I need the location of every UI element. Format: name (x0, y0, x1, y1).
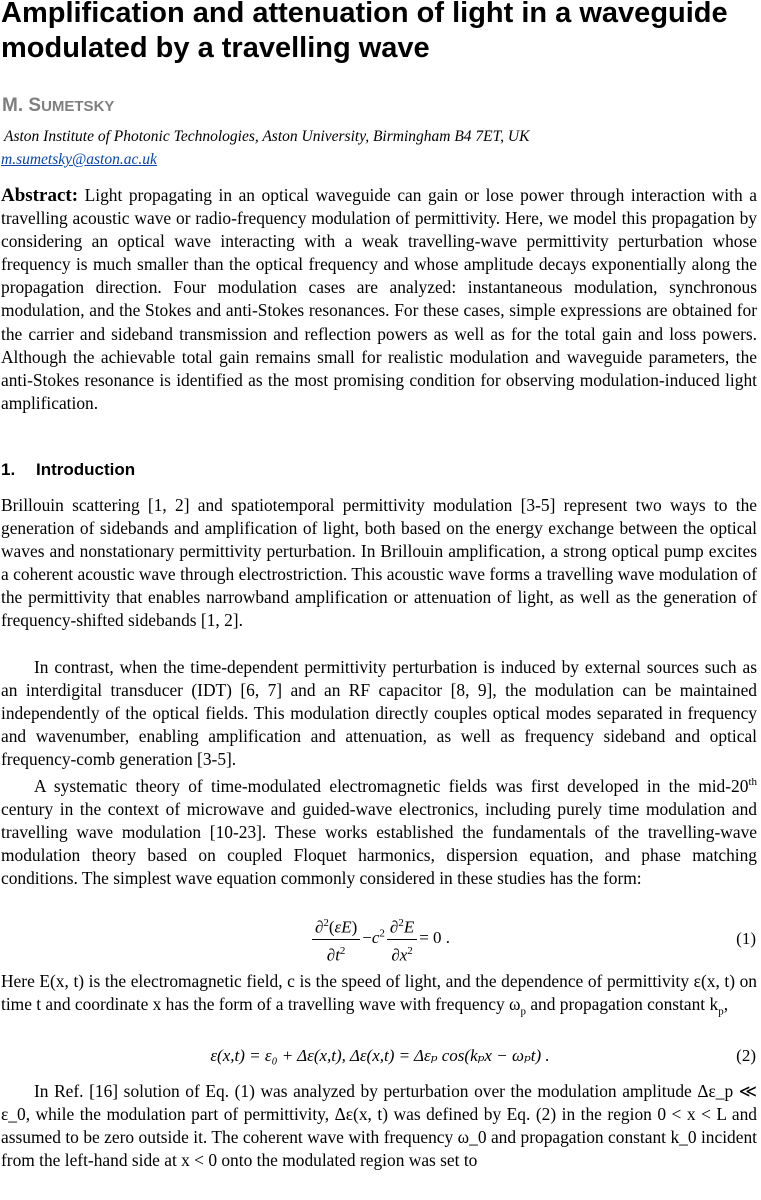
paragraph-3-text-b: century in the context of microwave and guided-wave electronics, including purely time modulation and travelling wave modulation [10-23]. These works established the fundamentals of the travelling-wave modulation theory based on coupled Floquet harmonics, dispersion equation, and phase matching conditions. The simplest wave equation commonly considered in these studies has the form: (1, 798, 757, 889)
paragraph-4-text-b: and propagation constant k (525, 994, 719, 1015)
affiliation: Aston Institute of Photonic Technologies, Aston University, Birmingham B4 7ET, UK (4, 128, 530, 145)
author-name (2, 95, 114, 117)
abstract (1, 184, 757, 415)
superscript-th: th (748, 776, 757, 788)
section-number: 1. (1, 460, 16, 479)
section-title: Introduction (36, 460, 136, 479)
equation-1-number: (1) (736, 929, 756, 948)
section-heading (1, 460, 135, 480)
eq1-frac-2: $\frac{\partial^2E}{\partial x^2}$ (387, 912, 417, 966)
paragraph-4-text-c: , (723, 994, 729, 1015)
paragraph-2: In contrast, when the time-dependent permittivity perturbation is induced by external sources such as an interdigital transducer (IDT) [6, 7] and an RF capacitor [8, 9], the modulation can be maintained independently of the optical fields. This modulation directly couples optical modes separated in frequency and wavenumber, enabling amplification and attenuation, as well as frequency sideband and optical frequency-comb generation [3-5]. (1, 657, 757, 770)
paragraph-3-text-a: A systematic theory of time-modulated electromagnetic fields was first developed in the mid-20 (34, 775, 749, 796)
abstract-label: Abstract: (1, 185, 79, 206)
paragraph-1: Brillouin scattering [1, 2] and spatiotemporal permittivity modulation [3-5] represent two ways to the generation of sidebands and amplification of light, both based on the energy exchange between the optical waves and nonstationary permittivity perturbation. In Brillouin amplification, a strong optical pump excites a coherent acoustic wave through electrostriction. This acoustic wave forms a travelling wave modulation of the permittivity that enables narrowband amplification or attenuation of light, as well as the generation of frequency-shifted sidebands [1, 2]. (1, 495, 757, 631)
author-surname: UMETSKY (41, 98, 115, 115)
equation-2-number: (2) (736, 1046, 756, 1065)
paragraph-4-text-a: Here E(x, t) is the electromagnetic field, c is the speed of light, and the dependence of permittivity ε(x, t) on time t and coordinate x has the form of a travelling wave with frequency ω (1, 971, 757, 1015)
eq1-frac-1: $\frac{\partial^2(\varepsilon E)}{\partial t^2}$ (312, 912, 360, 966)
author-initial: M. S (2, 95, 42, 116)
equation-2-body: ε(x,t) = ε₀ + Δε(x,t), Δε(x,t) = Δεₚ cos(kₚx − ωₚt) . (210, 1046, 550, 1065)
equation-2 (0, 1046, 758, 1074)
abstract-text: Light propagating in an optical waveguide can gain or lose power through interaction with a travelling acoustic wave or radio-frequency modulation of permittivity. Here, we model this propagation by considering an optical wave interacting with a weak travelling-wave permittivity perturbation whose frequency is much smaller than the optical frequency and whose amplitude decays exponentially along the propagation direction. Four modulation cases are analyzed: instantaneous modulation, synchronous modulation, and the Stokes and anti-Stokes resonances. For these cases, simple expressions are obtained for the carrier and sideband transmission and reflection powers as well as for the total gain and loss powers. Although the achievable total gain remains small for realistic modulation and waveguide parameters, the anti-Stokes resonance is identified as the most promising condition for observing modulation-induced light amplification. (1, 185, 757, 413)
paragraph-3 (1, 771, 757, 890)
paper-title: Amplification and attenuation of light in a waveguide modulated by a travelling wave (1, 0, 728, 64)
equation-1-body: $\frac{\partial^2(\varepsilon E)}{\partial t^2}$ $-c^2$ $\frac{\partial^2E}{\partial x^2}$ = 0 . (0, 912, 760, 966)
paragraph-5: In Ref. [16] solution of Eq. (1) was analyzed by perturbation over the modulation amplitude Δε_p ≪ ε_0, while the modulation part of permittivity, Δε(x, t) was defined by Eq. (2) in the region 0 < x < L and assumed to be zero outside it. The coherent wave with frequency ω_0 and propagation constant k_0 incident from the left-hand side at x < 0 onto the modulated region was set to (1, 1081, 757, 1171)
equation-1 (0, 912, 758, 972)
paragraph-4: Here E(x, t) is the electromagnetic field, c is the speed of light, and the dependence of permittivity ε(x, t) on time t and coordinate x has the form of a travelling wave with frequency $\omega_p$ and propagation constant $k_p$, (1, 971, 757, 1018)
author-email-link[interactable]: m.sumetsky@aston.ac.uk (1, 151, 157, 168)
